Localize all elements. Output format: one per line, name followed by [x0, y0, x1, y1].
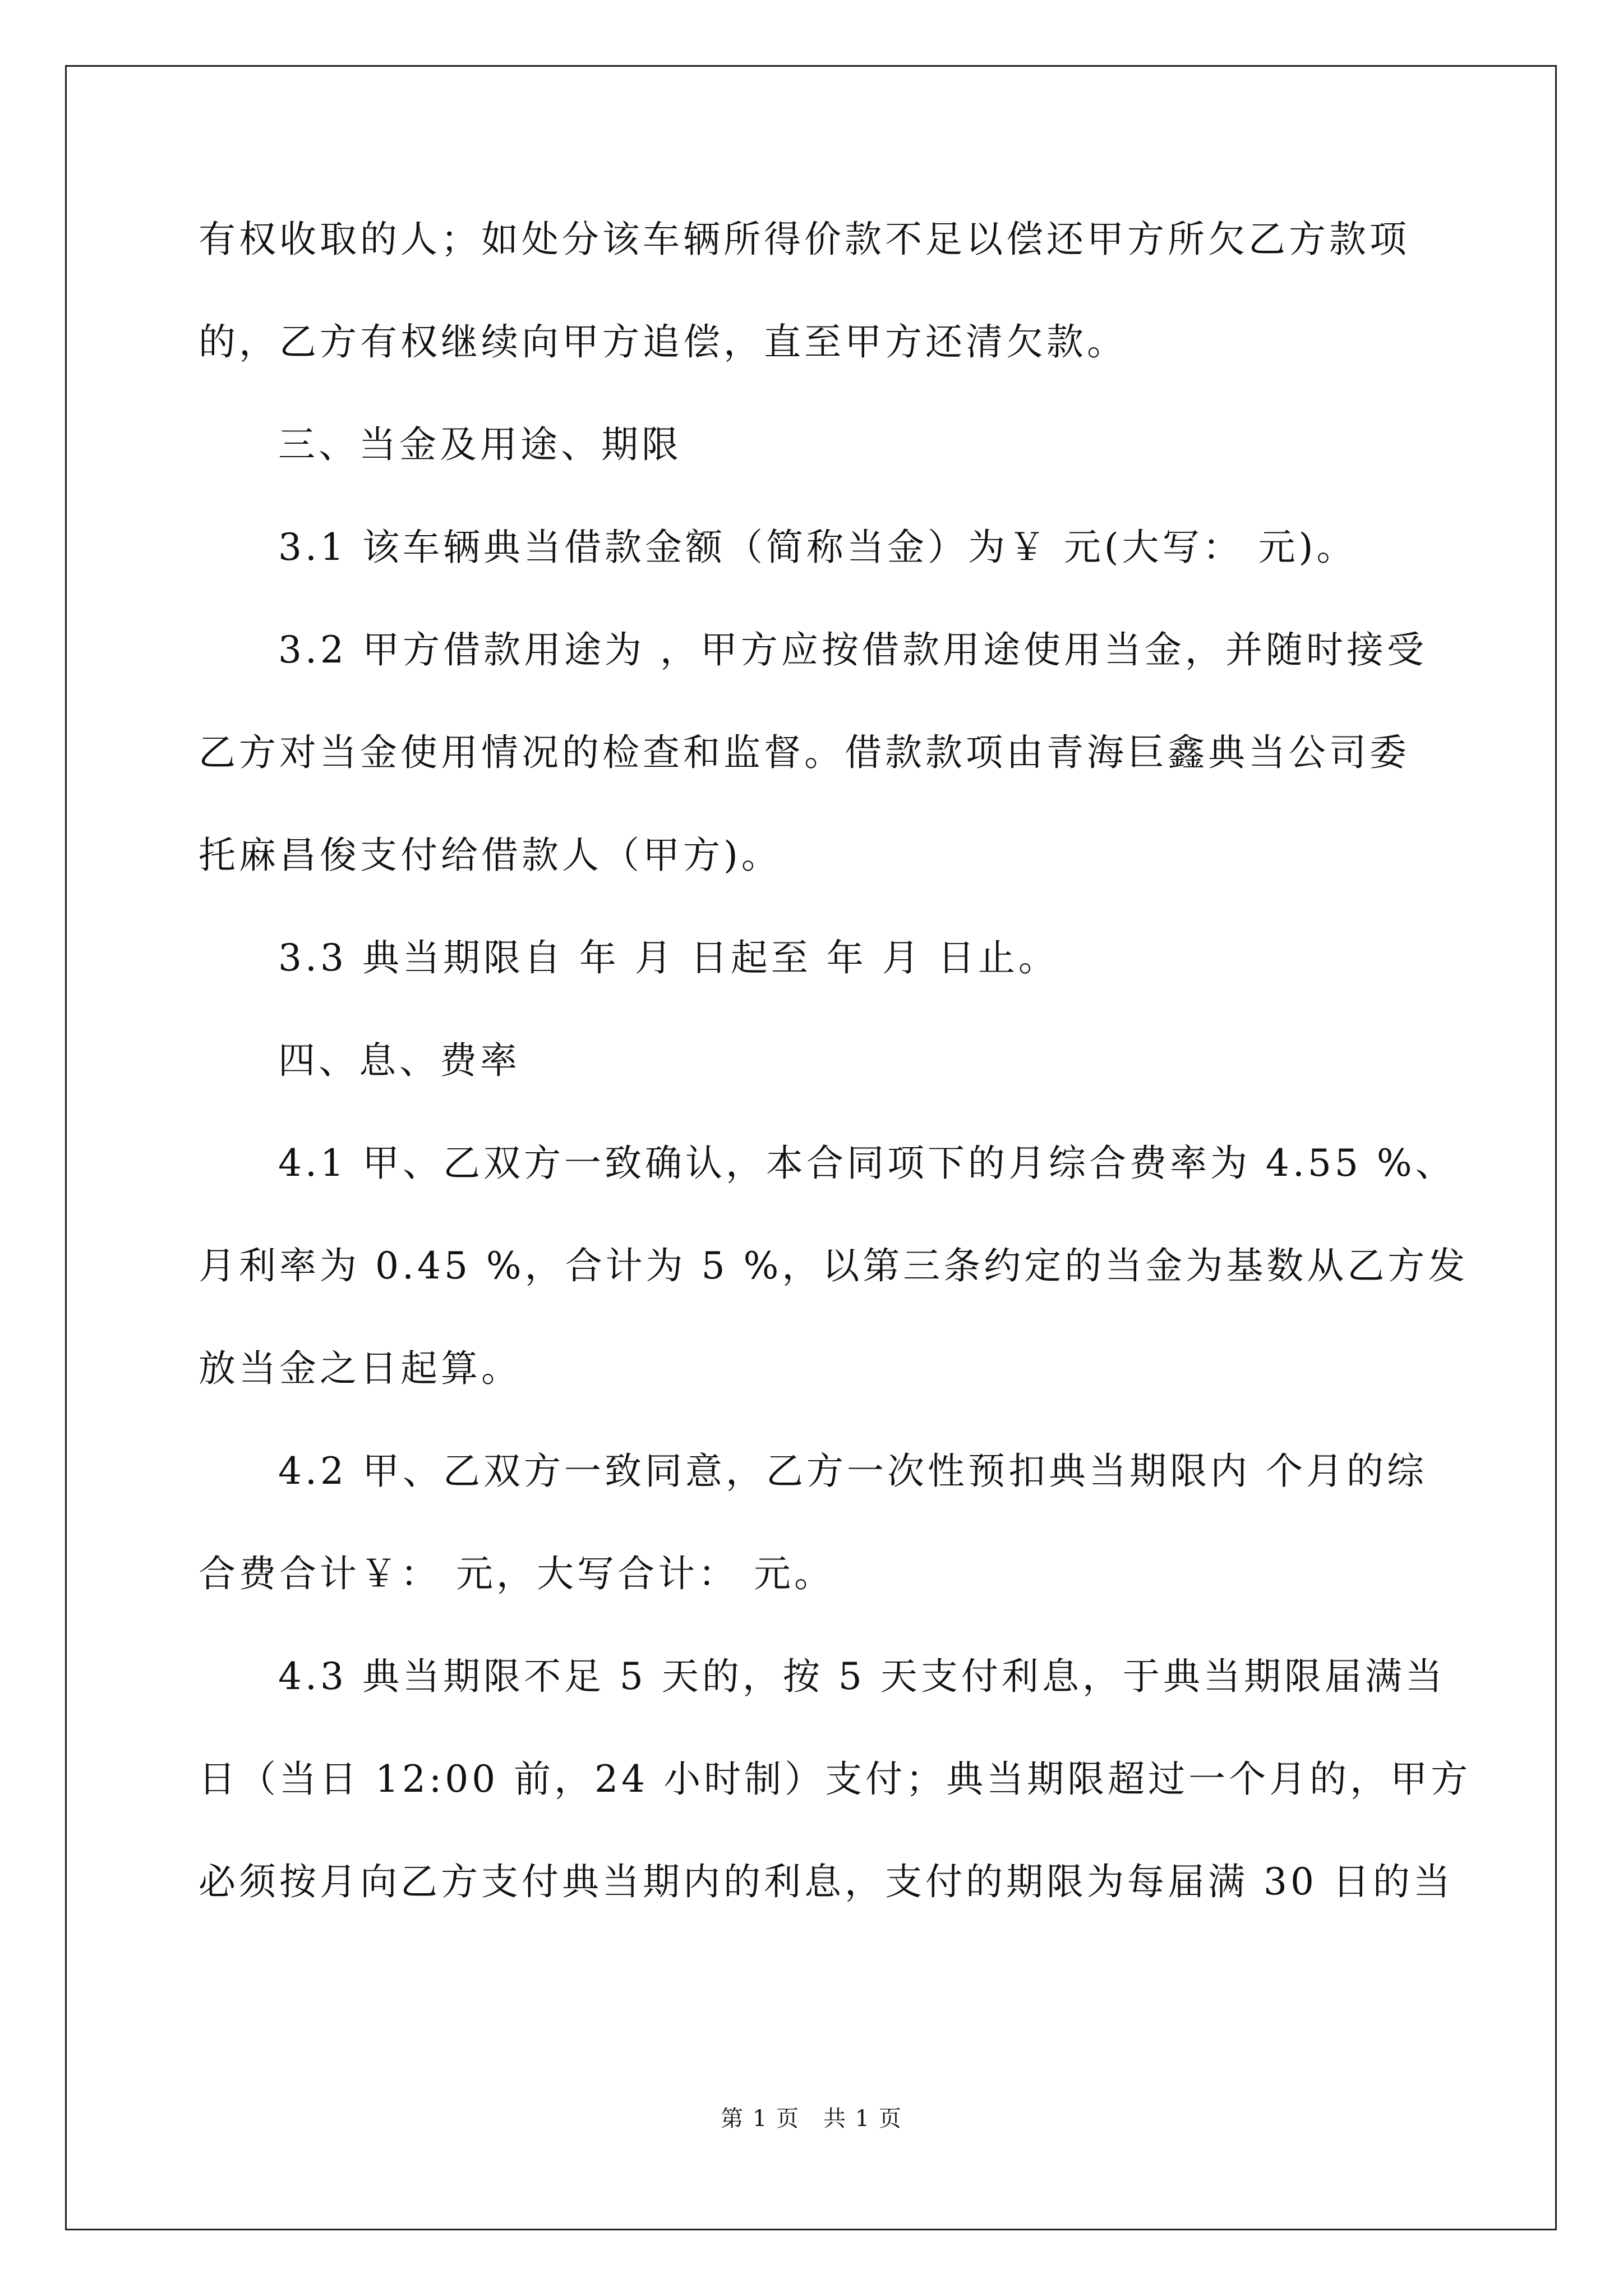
paragraph-line: 有权收取的人；如处分该车辆所得价款不足以偿还甲方所欠乙方款项 [199, 218, 1410, 261]
paragraph-line: 必须按月向乙方支付典当期内的利息，支付的期限为每届满 30 日的当 [199, 1860, 1454, 1903]
paragraph-line: 放当金之日起算。 [199, 1347, 522, 1390]
section-heading: 三、当金及用途、期限 [278, 423, 682, 466]
clause-line: 3.2 甲方借款用途为 ，甲方应按借款用途使用当金，并随时接受 [278, 628, 1427, 671]
clause-line: 3.1 该车辆典当借款金额（简称当金）为￥ 元(大写： 元)。 [278, 526, 1357, 569]
paragraph-line: 乙方对当金使用情况的检查和监督。借款款项由青海巨鑫典当公司委 [199, 731, 1410, 774]
section-heading: 四、息、费率 [278, 1039, 520, 1082]
paragraph-line: 日（当日 12:00 前，24 小时制）支付；典当期限超过一个月的，甲方 [199, 1757, 1472, 1801]
page-number-footer: 第 1 页 共 1 页 [721, 2106, 902, 2132]
paragraph-line: 的，乙方有权继续向甲方追偿，直至甲方还清欠款。 [199, 320, 1127, 364]
clause-line: 4.2 甲、乙双方一致同意，乙方一次性预扣典当期限内 个月的综 [278, 1450, 1427, 1493]
paragraph-line: 合费合计￥： 元，大写合计： 元。 [199, 1552, 834, 1595]
clause-line: 3.3 典当期限自 年 月 日起至 年 月 日止。 [278, 936, 1059, 979]
clause-line: 4.1 甲、乙双方一致确认，本合同项下的月综合费率为 4.55 %、 [278, 1142, 1456, 1185]
clause-line: 4.3 典当期限不足 5 天的，按 5 天支付利息，于典当期限届满当 [278, 1655, 1446, 1698]
paragraph-line: 托麻昌俊支付给借款人（甲方)。 [199, 834, 782, 877]
paragraph-line: 月利率为 0.45 %，合计为 5 %，以第三条约定的当金为基数从乙方发 [199, 1244, 1469, 1287]
